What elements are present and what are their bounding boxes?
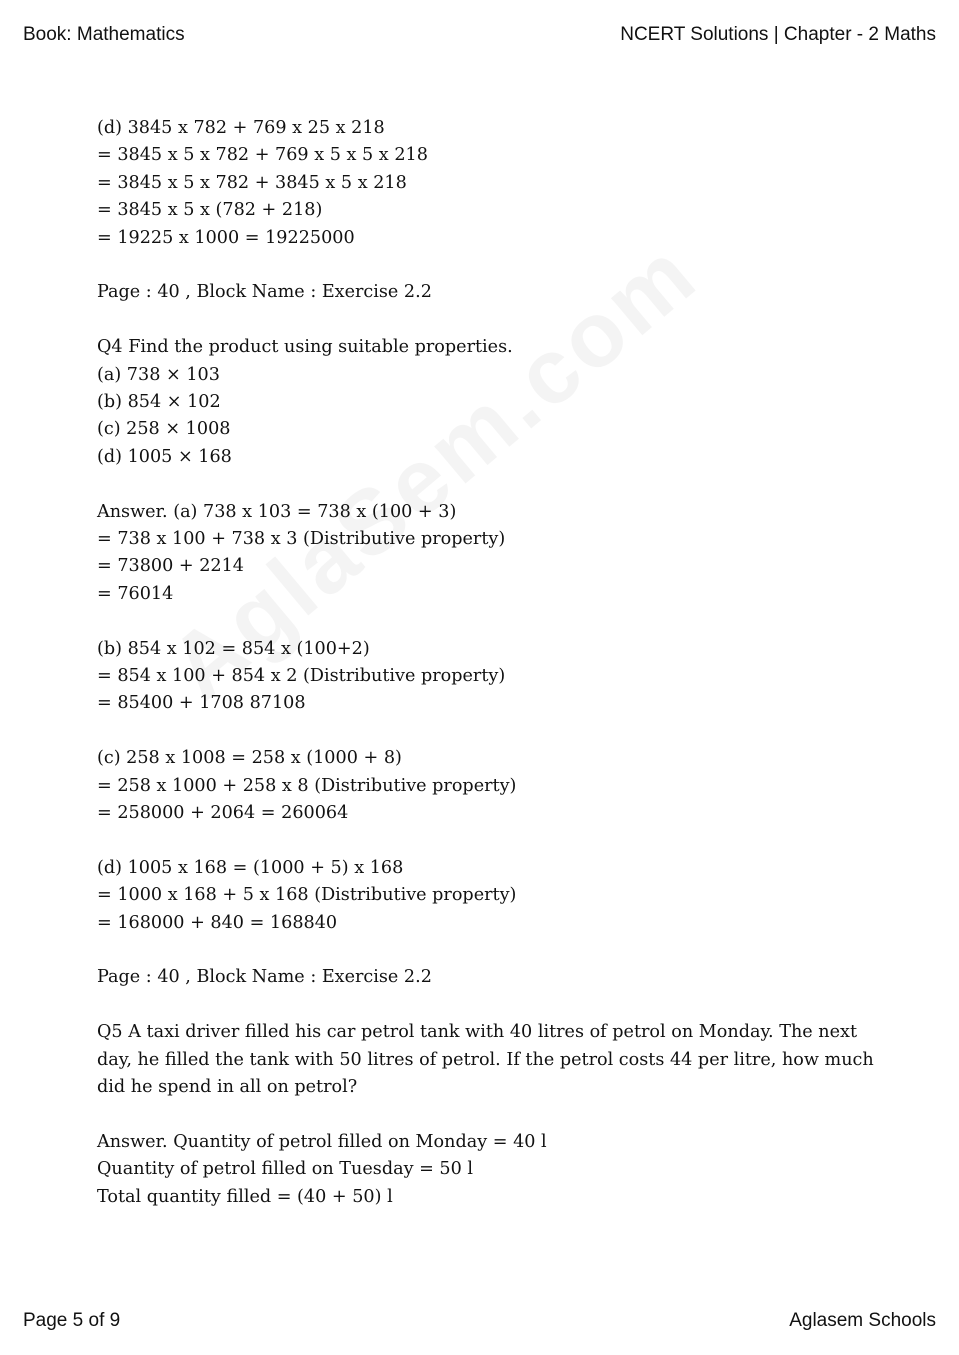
question-line: Q4 Find the product using suitable properties. xyxy=(97,337,513,358)
solution-line: = 19225 x 1000 = 19225000 xyxy=(97,227,355,248)
page-reference xyxy=(97,279,857,306)
answer-4d-block xyxy=(97,855,857,937)
answer-line: Total quantity filled = (40 + 50) l xyxy=(97,1186,393,1207)
answer-line: (b) 854 x 102 = 854 x (100+2) xyxy=(97,638,370,659)
answer-line: (c) 258 x 1008 = 258 x (1000 + 8) xyxy=(97,748,402,769)
solution-line: = 3845 x 5 x 782 + 3845 x 5 x 218 xyxy=(97,172,407,193)
question-line: (a) 738 × 103 xyxy=(97,364,220,385)
question-line: day, he filled the tank with 50 litres of petrol. If the petrol costs 44 per litre, how much xyxy=(97,1049,874,1070)
answer-line: = 73800 + 2214 xyxy=(97,556,245,577)
page-reference-text: Page : 40 , Block Name : Exercise 2.2 xyxy=(97,282,432,303)
answer-line: Answer. (a) 738 x 103 = 738 x (100 + 3) xyxy=(97,501,457,522)
answer-line: = 1000 x 168 + 5 x 168 (Distributive property) xyxy=(97,885,517,906)
page-reference-text: Page : 40 , Block Name : Exercise 2.2 xyxy=(97,967,432,988)
answer-4a-block xyxy=(97,499,857,609)
answer-line: Answer. Quantity of petrol filled on Monday = 40 l xyxy=(97,1131,547,1152)
answer-line: (d) 1005 x 168 = (1000 + 5) x 168 xyxy=(97,857,404,878)
question-line: Q5 A taxi driver filled his car petrol tank with 40 litres of petrol on Monday. The next xyxy=(97,1022,858,1043)
question-4-block xyxy=(97,334,857,471)
answer-line: = 258000 + 2064 = 260064 xyxy=(97,803,349,824)
question-line: (c) 258 × 1008 xyxy=(97,419,231,440)
answer-line: = 85400 + 1708 87108 xyxy=(97,693,306,714)
answer-4b-block xyxy=(97,636,857,718)
header-chapter-title: NCERT Solutions | Chapter - 2 Maths xyxy=(620,24,936,45)
answer-4c-block xyxy=(97,745,857,827)
answer-5-block xyxy=(97,1129,857,1211)
answer-line: = 168000 + 840 = 168840 xyxy=(97,912,338,933)
solution-line: (d) 3845 x 782 + 769 x 25 x 218 xyxy=(97,118,385,138)
question-5-block xyxy=(97,1019,874,1101)
solution-3d-block xyxy=(97,115,857,252)
answer-line: = 738 x 100 + 738 x 3 (Distributive property) xyxy=(97,529,506,550)
footer-publisher: Aglasem Schools xyxy=(789,1310,936,1331)
page-content xyxy=(97,115,874,1211)
solution-line: = 3845 x 5 x (782 + 218) xyxy=(97,200,323,221)
answer-line: Quantity of petrol filled on Tuesday = 50 l xyxy=(97,1159,474,1180)
answer-line: = 854 x 100 + 854 x 2 (Distributive property) xyxy=(97,666,506,687)
answer-line: = 76014 xyxy=(97,583,174,604)
solution-line: = 3845 x 5 x 782 + 769 x 5 x 5 x 218 xyxy=(97,145,428,166)
answer-line: = 258 x 1000 + 258 x 8 (Distributive property) xyxy=(97,775,517,796)
question-line: did he spend in all on petrol? xyxy=(97,1077,358,1098)
header-book-title: Book: Mathematics xyxy=(23,24,185,45)
question-line: (b) 854 × 102 xyxy=(97,392,221,413)
footer-page-number: Page 5 of 9 xyxy=(23,1310,121,1331)
question-line: (d) 1005 × 168 xyxy=(97,446,232,467)
page-reference xyxy=(97,964,857,991)
